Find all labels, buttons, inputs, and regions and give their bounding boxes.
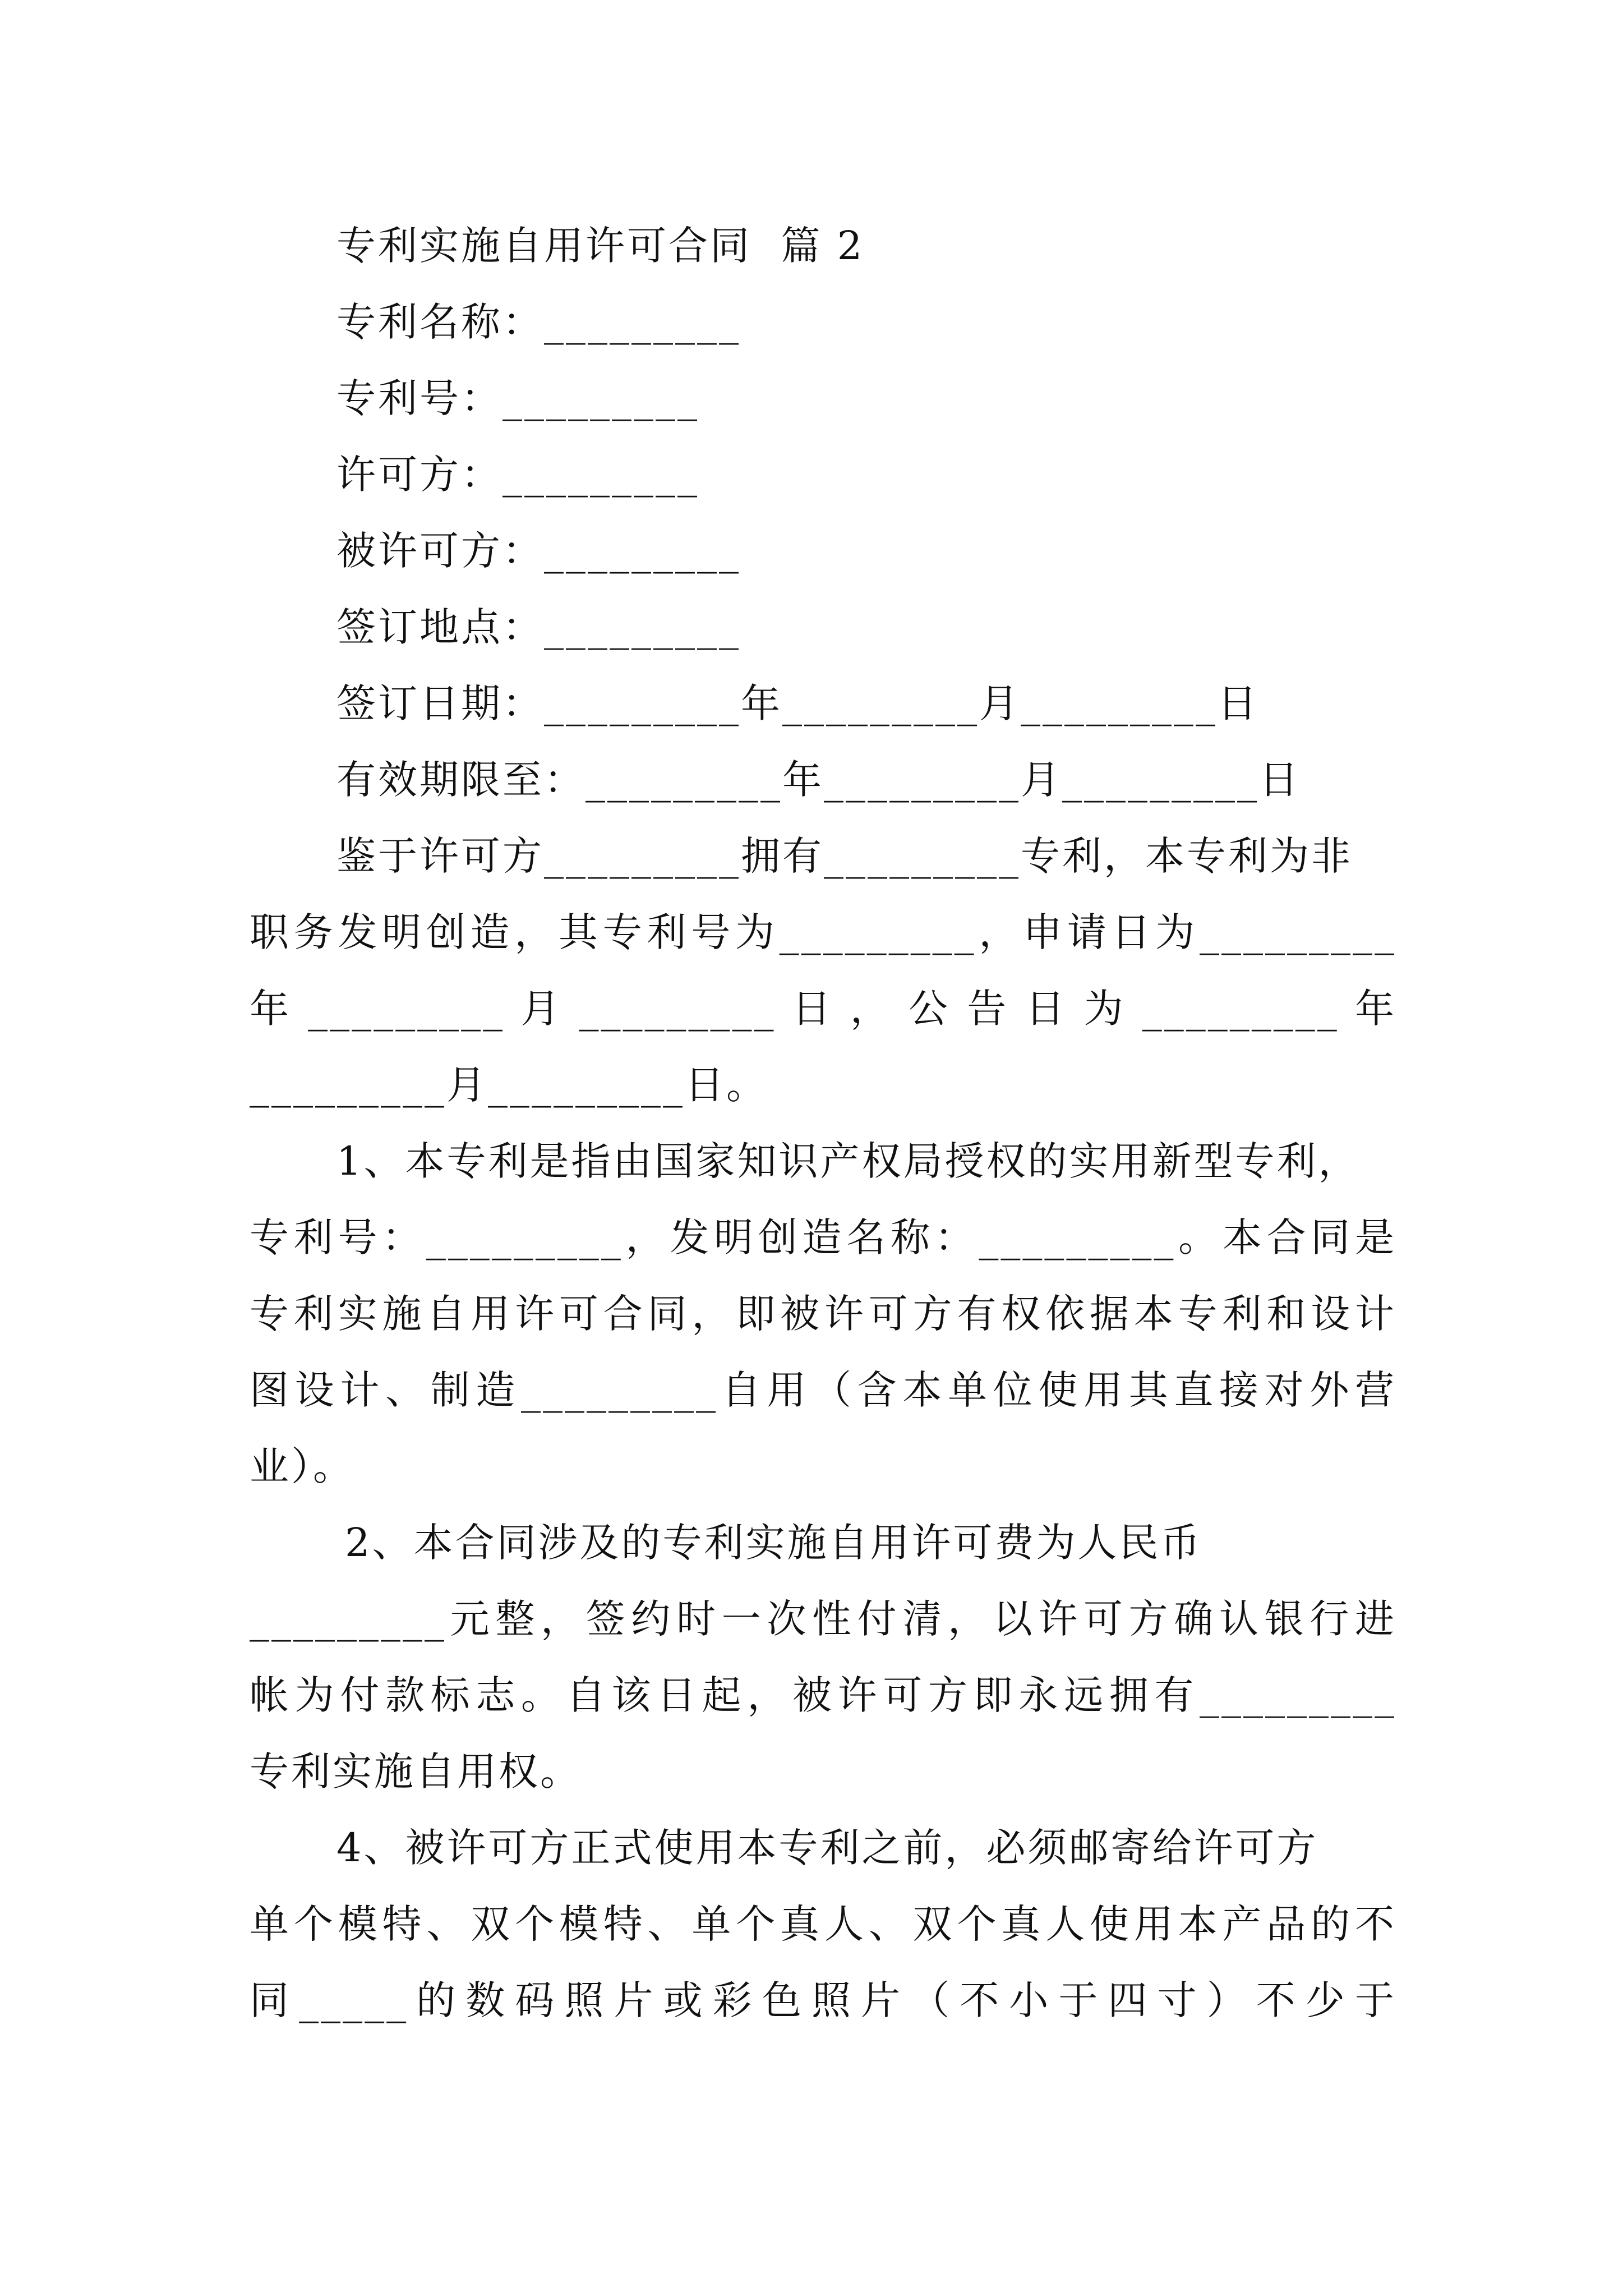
preamble-line-1: 鉴于许可方_________拥有_________专利，本专利为非 <box>336 833 1353 879</box>
preamble-line-3: 年 _________ 月 _________ 日 ， 公 告 日 为 _________ 年 <box>250 986 1396 1032</box>
clause-1-line-1: 1、本专利是指由国家知识产权局授权的实用新型专利， <box>336 1138 1360 1184</box>
field-patent-name: 专利名称：_________ <box>336 299 741 345</box>
clause-4-line-2: 单个模特、双个模特、单个真人、双个真人使用本产品的不 <box>250 1901 1396 1947</box>
document-title: 专利实施自用许可合同 篇 2 <box>336 223 865 269</box>
clause-1-line-4: 图设计、制造_________自用（含本单位使用其直接对外营 <box>250 1367 1396 1413</box>
clause-4-line-1: 4、被许可方正式使用本专利之前，必须邮寄给许可方 <box>336 1825 1318 1871</box>
field-licensee: 被许可方：_________ <box>336 528 741 574</box>
clause-1-line-5: 业）。 <box>250 1443 354 1489</box>
clause-4-line-3: 同_____的数码照片或彩色照片（不小于四寸）不少于 <box>250 1977 1396 2023</box>
preamble-line-4: _________月_________日。 <box>250 1062 768 1108</box>
field-signing-place: 签订地点：_________ <box>336 604 741 650</box>
clause-2-line-4: 专利实施自用权。 <box>250 1749 582 1795</box>
field-licensor: 许可方：_________ <box>336 452 699 498</box>
clause-1-line-2: 专利号：_________，发明创造名称：_________。本合同是 <box>250 1214 1396 1260</box>
field-patent-number: 专利号：_________ <box>336 375 699 421</box>
field-valid-until: 有效期限至：_________年_________月_________日 <box>336 757 1301 803</box>
clause-2-line-2: _________元整，签约时一次性付清，以许可方确认银行进 <box>250 1596 1396 1642</box>
clause-2-line-3: 帐为付款标志。自该日起，被许可方即永远拥有_________ <box>250 1672 1396 1718</box>
preamble-line-2: 职务发明创造，其专利号为_________，申请日为_________ <box>250 909 1396 955</box>
field-signing-date: 签订日期：_________年_________月_________日 <box>336 680 1259 726</box>
clause-2-line-1: 2、本合同涉及的专利实施自用许可费为人民币 <box>345 1520 1202 1566</box>
clause-1-line-3: 专利实施自用许可合同，即被许可方有权依据本专利和设计 <box>250 1291 1396 1337</box>
